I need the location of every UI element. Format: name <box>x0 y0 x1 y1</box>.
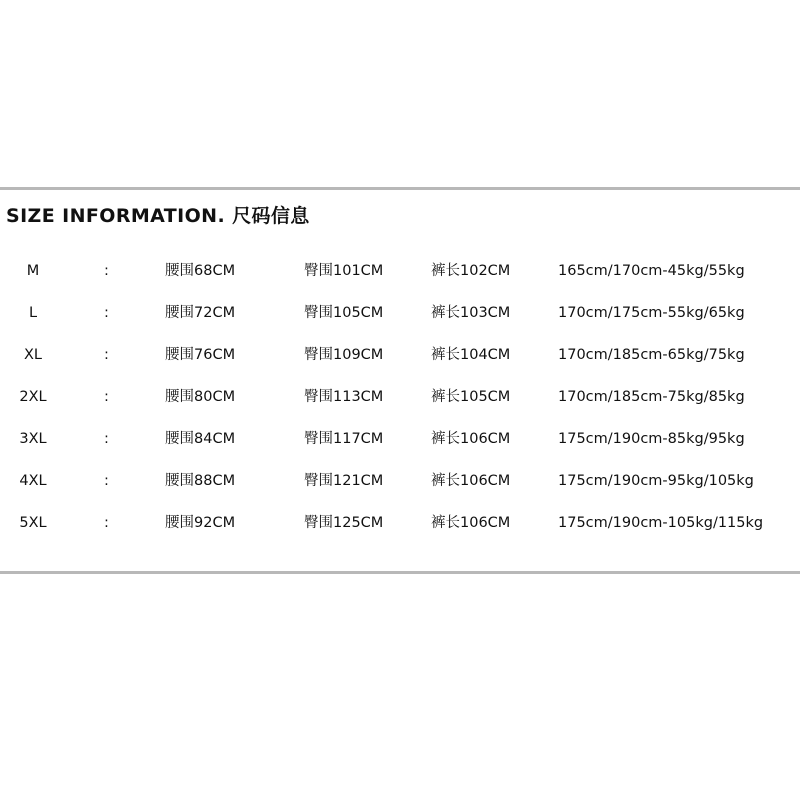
size-label: 3XL <box>19 431 47 447</box>
hip-value: 臀围101CM <box>304 263 384 279</box>
waist-value: 腰围88CM <box>165 473 236 489</box>
recommendation-value: 170cm/185cm-75kg/85kg <box>558 389 745 405</box>
separator: : <box>104 347 109 363</box>
recommendation-value: 175cm/190cm-95kg/105kg <box>558 473 754 489</box>
table-row <box>0 468 800 510</box>
hip-value: 臀围113CM <box>304 389 384 405</box>
separator: : <box>104 473 109 489</box>
separator: : <box>104 263 109 279</box>
size-label: L <box>28 305 38 321</box>
recommendation-value: 170cm/185cm-65kg/75kg <box>558 347 745 363</box>
length-value: 裤长103CM <box>431 305 511 321</box>
table-row <box>0 342 800 384</box>
table-row <box>0 384 800 426</box>
hip-value: 臀围109CM <box>304 347 384 363</box>
size-label: M <box>26 263 40 279</box>
length-value: 裤长106CM <box>431 473 511 489</box>
separator: : <box>104 389 109 405</box>
length-value: 裤长106CM <box>431 431 511 447</box>
recommendation-value: 170cm/175cm-55kg/65kg <box>558 305 745 321</box>
table-row <box>0 258 800 300</box>
waist-value: 腰围68CM <box>165 263 236 279</box>
length-value: 裤长104CM <box>431 347 511 363</box>
separator: : <box>104 305 109 321</box>
page-title: SIZE INFORMATION. 尺码信息 <box>6 205 310 227</box>
top-divider <box>0 187 800 190</box>
waist-value: 腰围84CM <box>165 431 236 447</box>
length-value: 裤长105CM <box>431 389 511 405</box>
waist-value: 腰围72CM <box>165 305 236 321</box>
size-table <box>0 258 800 552</box>
bottom-divider <box>0 571 800 574</box>
hip-value: 臀围121CM <box>304 473 384 489</box>
size-label: 4XL <box>19 473 47 489</box>
table-row <box>0 300 800 342</box>
table-row <box>0 510 800 552</box>
recommendation-value: 175cm/190cm-105kg/115kg <box>558 515 764 531</box>
hip-value: 臀围125CM <box>304 515 384 531</box>
waist-value: 腰围76CM <box>165 347 236 363</box>
recommendation-value: 175cm/190cm-85kg/95kg <box>558 431 745 447</box>
separator: : <box>104 515 109 531</box>
waist-value: 腰围80CM <box>165 389 236 405</box>
length-value: 裤长106CM <box>431 515 511 531</box>
size-label: 2XL <box>19 389 47 405</box>
separator: : <box>104 431 109 447</box>
length-value: 裤长102CM <box>431 263 511 279</box>
size-label: XL <box>23 347 42 363</box>
recommendation-value: 165cm/170cm-45kg/55kg <box>558 263 745 279</box>
table-row <box>0 426 800 468</box>
hip-value: 臀围105CM <box>304 305 384 321</box>
waist-value: 腰围92CM <box>165 515 236 531</box>
hip-value: 臀围117CM <box>304 431 384 447</box>
size-label: 5XL <box>19 515 47 531</box>
